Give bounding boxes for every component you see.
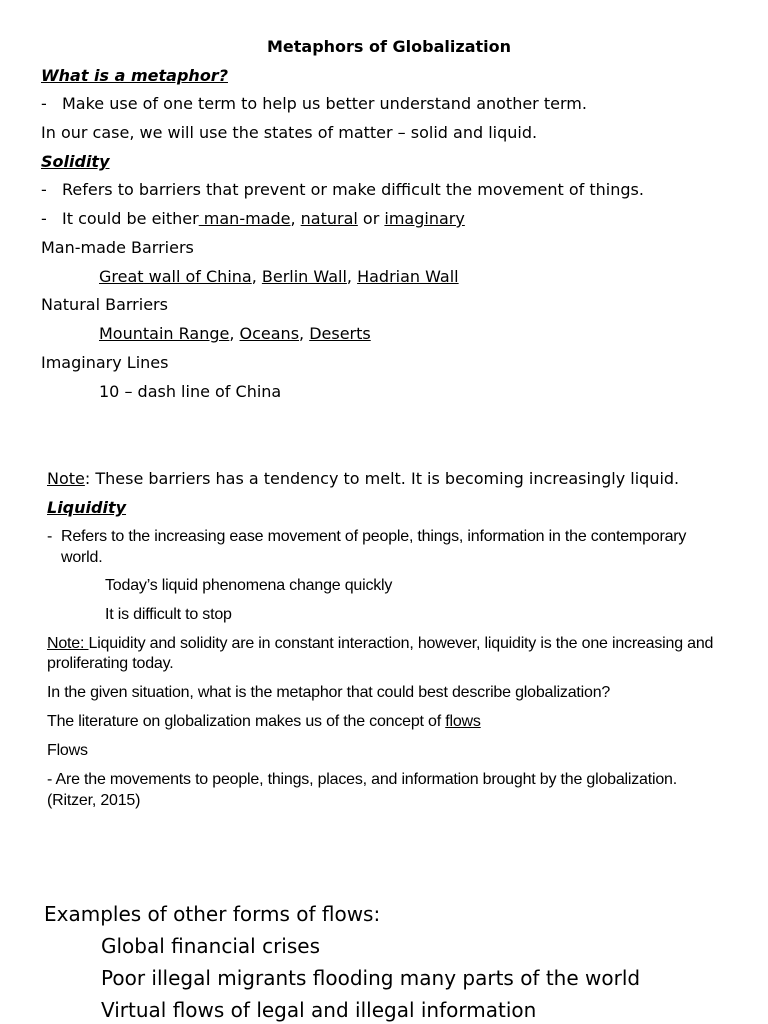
natural-items: Mountain Range, Oceans, Deserts	[99, 324, 371, 343]
example-item: Virtual flows of legal and illegal information	[101, 998, 537, 1022]
flows-term: flows	[445, 713, 481, 730]
liquidity-bullet: - Refers to the increasing ease movement of people, things, information in the contemporary	[47, 528, 687, 545]
liquidity-sub-2: It is difficult to stop	[105, 606, 232, 623]
imaginary-item: 10 – dash line of China	[99, 382, 282, 401]
note-liquidity-cont: proliferating today.	[47, 655, 174, 672]
solidity-bullet-2: - It could be either man-made, natural or imaginary	[41, 209, 465, 228]
examples-heading: Examples of other forms of flows:	[44, 902, 381, 926]
solidity-heading: Solidity	[41, 152, 110, 171]
metaphor-case: In our case, we will use the states of matter – solid and liquid.	[41, 123, 538, 142]
manmade-items: Great wall of China, Berlin Wall, Hadrian Wall	[99, 267, 459, 286]
example-item: Poor illegal migrants flooding many parts of the world	[101, 966, 641, 990]
metaphor-bullet: - Make use of one term to help us better understand another term.	[41, 94, 587, 113]
example-item: Global financial crises	[101, 934, 321, 958]
question-line: In the given situation, what is the metaphor that could best describe globalization?	[47, 684, 611, 701]
liquidity-sub-1: Today’s liquid phenomena change quickly	[105, 577, 393, 594]
imaginary-label: Imaginary Lines	[41, 353, 169, 372]
man-made-term: man-made	[198, 209, 291, 228]
metaphor-heading: What is a metaphor?	[41, 66, 228, 85]
literature-line: The literature on globalization makes us of the concept of flows	[47, 713, 481, 730]
bullet-dash: -	[41, 94, 47, 113]
page-title: Metaphors of Globalization	[266, 37, 511, 56]
solidity-bullet-1: - Refers to barriers that prevent or make difficult the movement of things.	[41, 180, 644, 199]
flows-citation: (Ritzer, 2015)	[47, 792, 141, 809]
manmade-label: Man-made Barriers	[41, 238, 194, 257]
liquidity-bullet-cont: world.	[61, 549, 103, 566]
note-liquidity: Note: Liquidity and solidity are in constant interaction, however, liquidity is the one increasing and	[47, 635, 714, 652]
flows-definition: - Are the movements to people, things, places, and information brought by the globalization.	[47, 771, 677, 788]
note-barriers: Note: These barriers has a tendency to melt. It is becoming increasingly liquid.	[47, 469, 680, 488]
imaginary-term: imaginary	[384, 209, 465, 228]
liquidity-heading: Liquidity	[47, 498, 127, 517]
natural-label: Natural Barriers	[41, 295, 168, 314]
flows-label: Flows	[47, 742, 88, 759]
natural-term: natural	[300, 209, 358, 228]
